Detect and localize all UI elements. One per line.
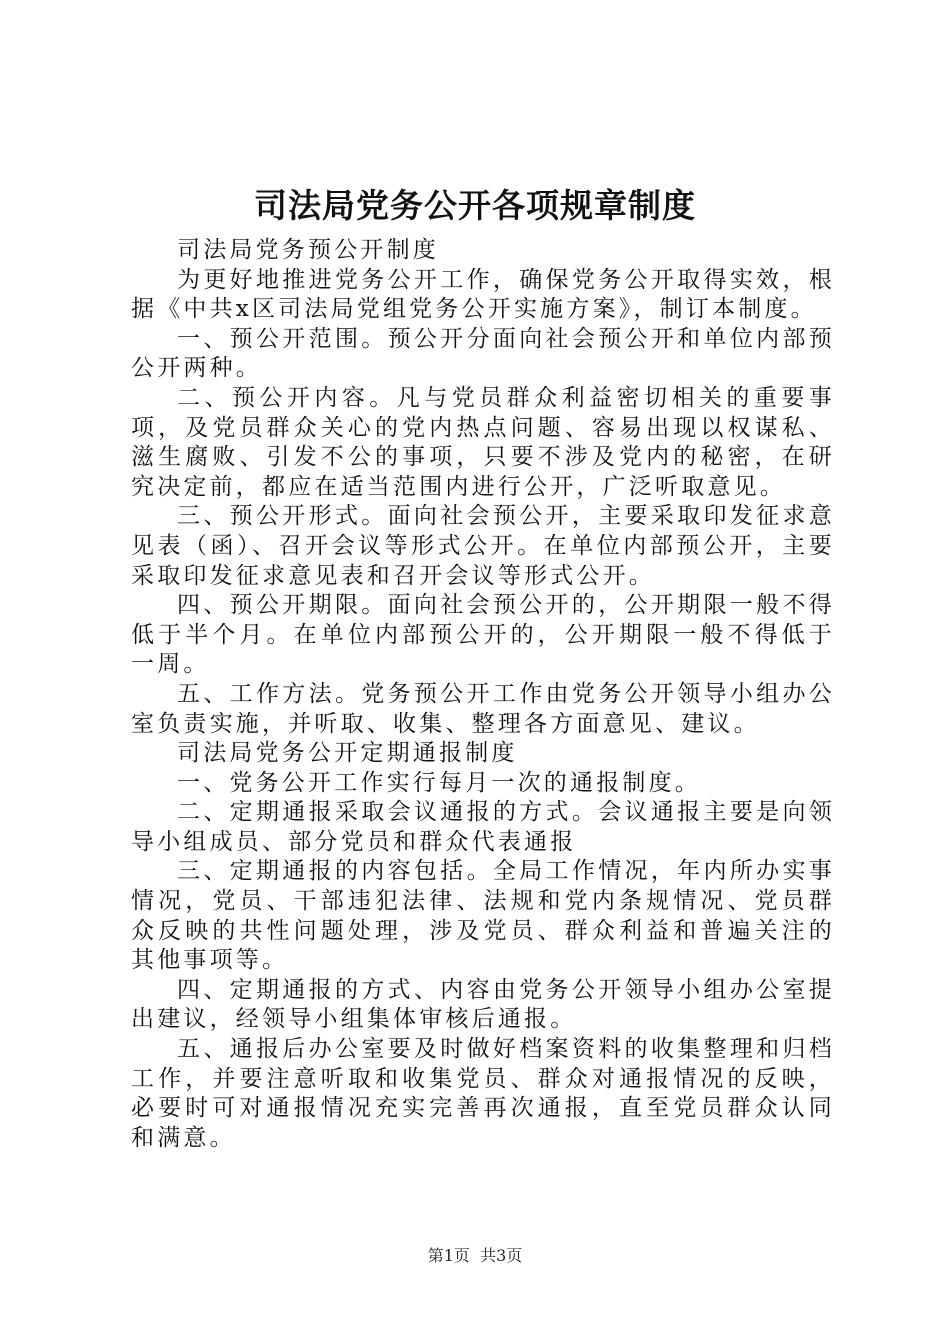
paragraph: 五、通报后办公室要及时做好档案资料的收集整理和归档工作，并要注意听取和收集党员、群众对通报情况的反映，必要时可对通报情况充实完善再次通报，直至党员群众认同和满意。 xyxy=(131,1036,835,1151)
paragraph: 二、预公开内容。凡与党员群众利益密切相关的重要事项，及党员群众关心的党内热点问题、容易出现以权谋私、滋生腐败、引发不公的事项，只要不涉及党内的秘密，在研究决定前，都应在适当范围内进行公开，广泛听取意见。 xyxy=(131,384,835,500)
document-body xyxy=(131,236,835,1153)
section-heading: 司法局党务公开定期通报制度 xyxy=(177,740,518,767)
document-title: 司法局党务公开各项规章制度 xyxy=(254,186,696,225)
page-total: 共3页 xyxy=(480,1246,523,1265)
page-number: 第1页 xyxy=(427,1246,470,1265)
paragraph: 一、预公开范围。预公开分面向社会预公开和单位内部预公开两种。 xyxy=(131,325,835,382)
paragraph: 三、定期通报的内容包括。全局工作情况，年内所办实事情况，党员、干部违犯法律、法规和党内条规情况、党员群众反映的共性问题处理，涉及党员、群众利益和普遍关注的其他事项等。 xyxy=(131,858,835,974)
paragraph: 一、党务公开工作实行每月一次的通报制度。 xyxy=(177,769,701,796)
paragraph: 五、工作方法。党务预公开工作由党务公开领导小组办公室负责实施，并听取、收集、整理各方面意见、建议。 xyxy=(131,680,835,737)
paragraph: 为更好地推进党务公开工作，确保党务公开取得实效，根据《中共x区司法局党组党务公开实施方案》，制订本制度。 xyxy=(131,266,835,323)
section-heading: 司法局党务预公开制度 xyxy=(177,237,439,263)
paragraph: 四、预公开期限。面向社会预公开的，公开期限一般不得低于半个月。在单位内部预公开的，公开期限一般不得低于一周。 xyxy=(131,592,835,678)
page-footer xyxy=(0,1245,950,1267)
paragraph: 四、定期通报的方式、内容由党务公开领导小组办公室提出建议，经领导小组集体审核后通报。 xyxy=(131,976,835,1033)
paragraph: 二、定期通报采取会议通报的方式。会议通报主要是向领导小组成员、部分党员和群众代表通报 xyxy=(131,799,835,855)
paragraph: 三、预公开形式。面向社会预公开，主要采取印发征求意见表（函）、召开会议等形式公开。在单位内部预公开，主要采取印发征求意见表和召开会议等形式公开。 xyxy=(131,503,835,589)
footer-spacer xyxy=(470,1246,480,1265)
